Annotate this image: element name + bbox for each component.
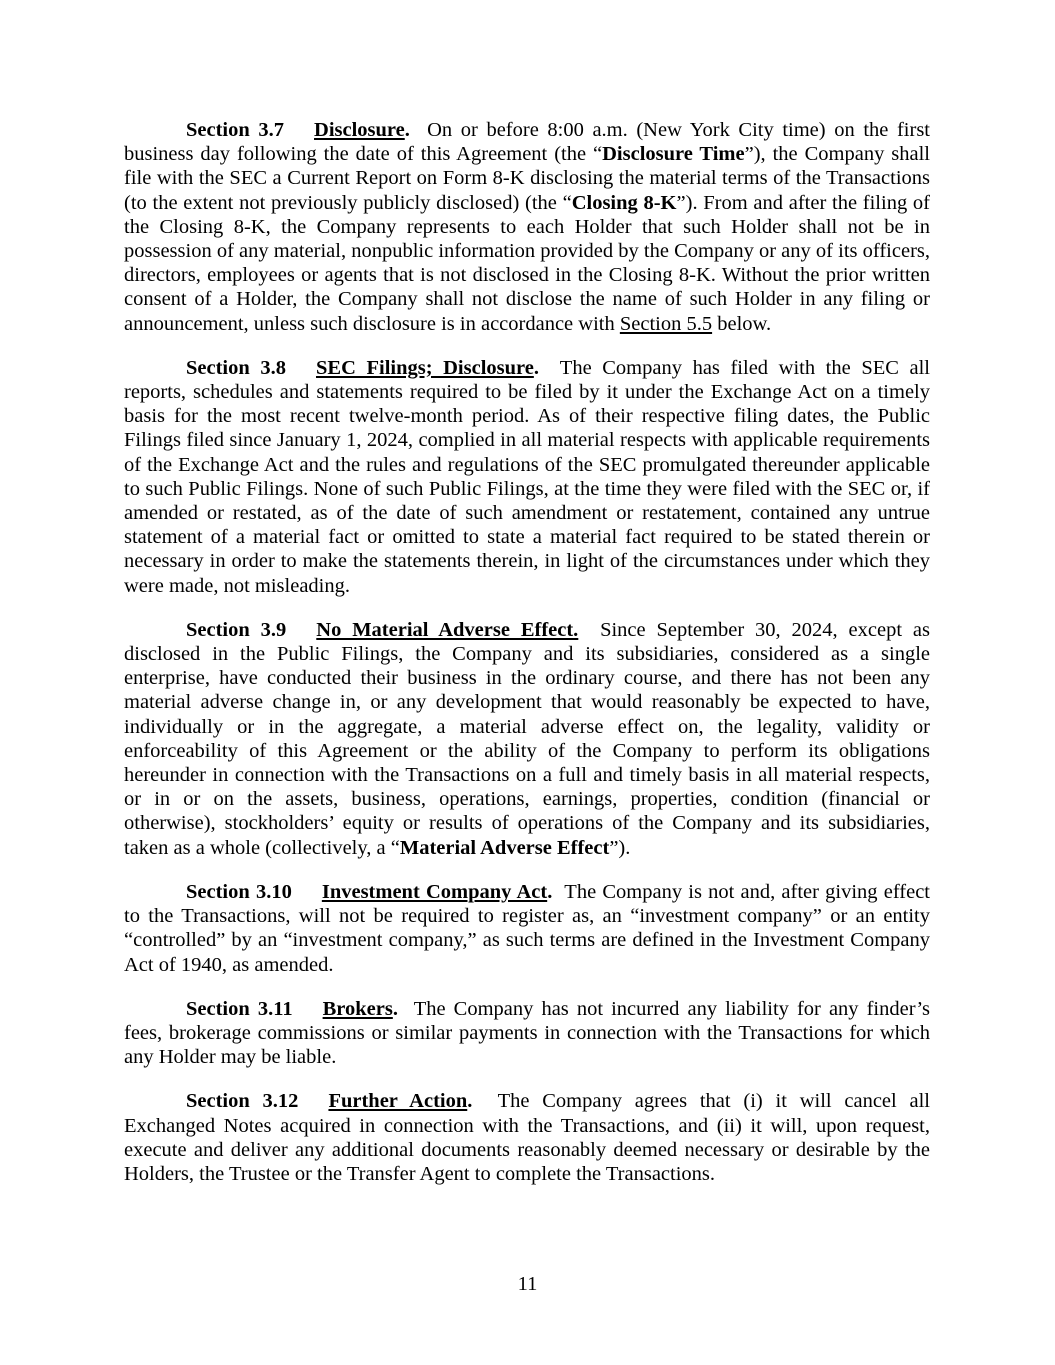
- page-number: 11: [517, 1273, 538, 1295]
- document-body: [124, 118, 930, 1206]
- paragraph-section-3-8: Section 3.8 SEC Filings; Disclosure. The Company has filed with the SEC all reports, schedules and statements required to be filed by it under the Exchange Act on a timely basis for the most recent twelve-month period. As of their respective filing dates, the Public Filings filed since January 1, 2024, complied in all material respects with applicable requirements of the Exchange Act and the rules and regulations of the SEC promulgated thereunder applicable to such Public Filings. None of such Public Filings, at the time they were filed with the SEC or, if amended or restated, as of the date of such amendment or restatement, contained any untrue statement of a material fact or omitted to state a material fact required to be stated therein or necessary in order to make the statements therein, in light of the circumstances under which they were made, not misleading.: [124, 356, 930, 597]
- paragraph-section-3-9: Section 3.9 No Material Adverse Effect. Since September 30, 2024, except as disclosed in the Public Filings, the Company and its subsidiaries, considered as a single enterprise, have conducted their business in the ordinary course, and there has not been any material adverse change in, or any development that would reasonably be expected to have, individually or in the aggregate, a material adverse effect on, the legality, validity or enforceability of this Agreement or the ability of the Company to perform its obligations hereunder in connection with the Transactions on a full and timely basis in all material respects, or in or on the assets, business, operations, earnings, properties, condition (financial or otherwise), stockholders’ equity or results of operations of the Company and its subsidiaries, taken as a whole (collectively, a “Material Adverse Effect”).: [124, 618, 930, 859]
- paragraph-section-3-10: Section 3.10 Investment Company Act. The Company is not and, after giving effect to the Transactions, will not be required to register as, an “investment company” or an entity “controlled” by an “investment company,” as such terms are defined in the Investment Company Act of 1940, as amended.: [124, 880, 931, 976]
- paragraph-section-3-12: Section 3.12 Further Action. The Company agrees that (i) it will cancel all Exchanged Notes acquired in connection with the Transactions, and (ii) it will, upon request, execute and deliver any additional documents reasonably deemed necessary or desirable by the Holders, the Trustee or the Transfer Agent to complete the Transactions.: [124, 1090, 930, 1185]
- paragraph-section-3-7: Section 3.7 Disclosure. On or before 8:00 a.m. (New York City time) on the first business day following the date of this Agreement (the “Disclosure Time”), the Company shall file with the SEC a Current Report on Form 8-K disclosing the material terms of the Transactions (to the extent not previously publicly disclosed) (the “Closing 8-K”). From and after the filing of the Closing 8-K, the Company represents to each Holder that such Holder shall not be in possession of any material, nonpublic information provided by the Company or any of its officers, directors, employees or agents that is not disclosed in the Closing 8-K. Without the prior written consent of a Holder, the Company shall not disclose the name of such Holder in any filing or announcement, unless such disclosure is in accordance with Section 5.5 below.: [124, 119, 931, 335]
- paragraph-section-3-11: Section 3.11 Brokers. The Company has not incurred any liability for any finder’s fees, brokerage commissions or similar payments in connection with the Transactions for which any Holder may be liable.: [124, 997, 930, 1069]
